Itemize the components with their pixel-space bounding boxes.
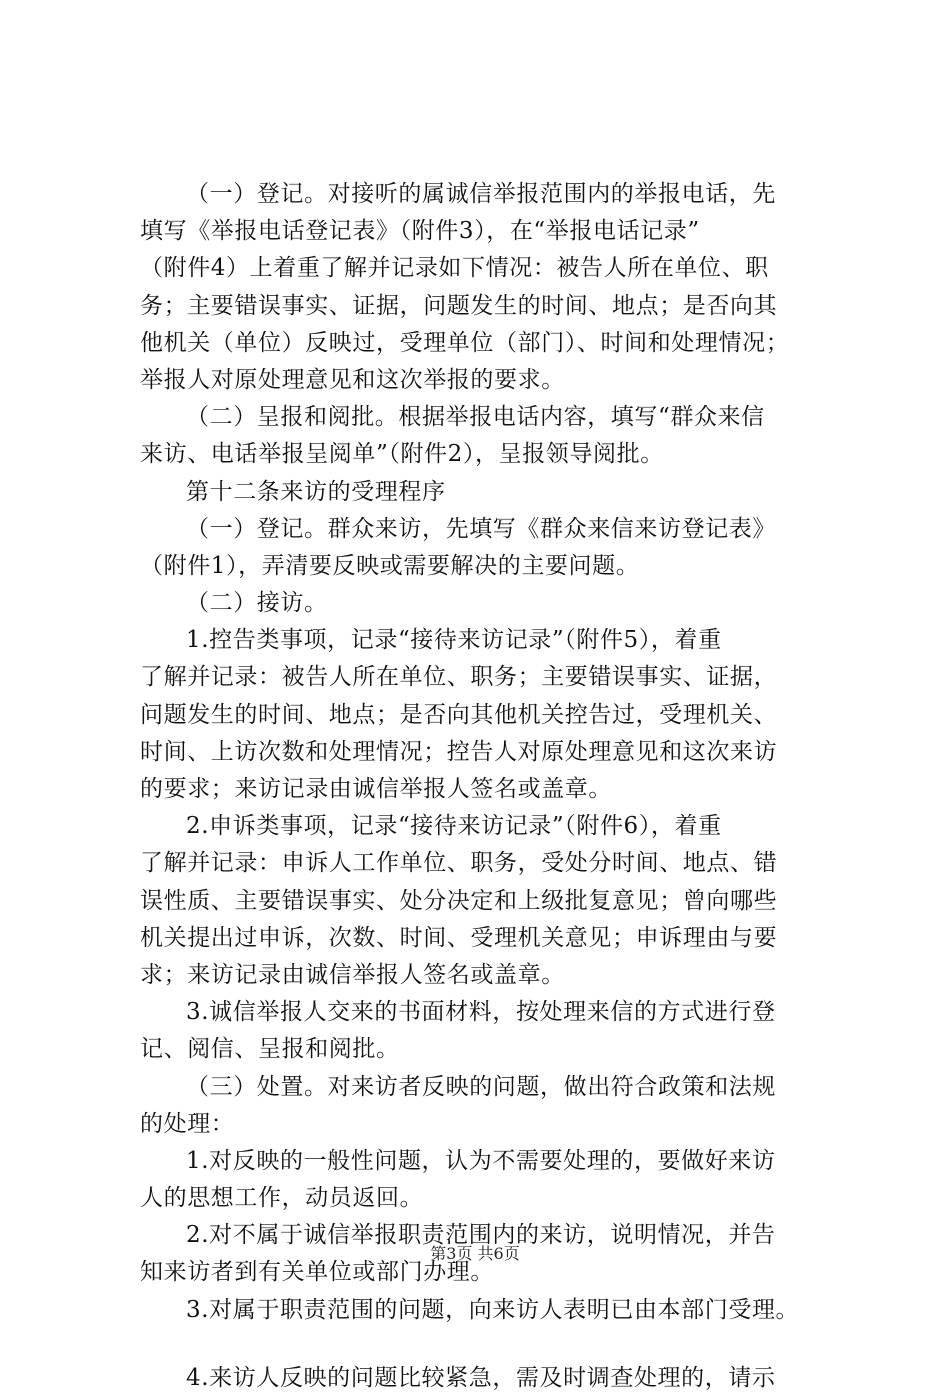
paragraph-line: 的要求；来访记录由诚信举报人签名或盖章。 (140, 776, 612, 802)
paragraph-line: 4.来访人反映的问题比较紧急，需及时调查处理的，请示 (186, 1364, 776, 1391)
paragraph-line: 知来访者到有关单位或部门办理。 (140, 1259, 494, 1286)
paragraph-line: 机关提出过申诉，次数、时间、受理机关意见；申诉理由与要 (140, 924, 778, 951)
paragraph-line: 人的思想工作，动员返回。 (140, 1185, 424, 1212)
paragraph-line: （二）呈报和阅批。根据举报电话内容，填写“群众来信 (186, 404, 765, 431)
paragraph-line: 时间、上访次数和处理情况；控告人对原处理意见和这次来访 (140, 738, 778, 765)
paragraph-line: 填写《举报电话登记表》（附件3），在“举报电话记录” (140, 218, 700, 245)
paragraph-line: 3.对属于职责范围的问题，向来访人表明已由本部门受理。 (186, 1296, 800, 1323)
paragraph-line: （附件1），弄清要反映或需要解决的主要问题。 (140, 552, 640, 579)
paragraph-line: 务；主要错误事实、证据，问题发生的时间、地点；是否向其 (140, 292, 778, 319)
paragraph-line: （二）接访。 (186, 590, 328, 617)
paragraph-gap (140, 1329, 840, 1360)
paragraph-line: （一）登记。对接听的属诚信举报范围内的举报电话，先 (186, 181, 776, 207)
paragraph-line: 记、阅信、呈报和阅批。 (140, 1036, 400, 1063)
paragraph-line: 1.对反映的一般性问题，认为不需要处理的，要做好来访 (186, 1147, 776, 1174)
paragraph-line: （一）登记。群众来访，先填写《群众来信来访登记表》 (186, 515, 776, 542)
paragraph-line: 来访、电话举报呈阅单”（附件2），呈报领导阅批。 (140, 441, 664, 468)
section-heading: 第十二条来访的受理程序 (186, 478, 446, 505)
paragraph-line: 他机关（单位）反映过，受理单位（部门）、时间和处理情况； (140, 329, 790, 356)
paragraph-line: 1.控告类事项，记录“接待来访记录”（附件5），着重 (186, 627, 722, 654)
paragraph-line: （三）处置。对来访者反映的问题，做出符合政策和法规 (186, 1073, 776, 1100)
document-body (140, 176, 840, 1397)
paragraph-line: 2.申诉类事项，记录“接待来访记录”（附件6），着重 (186, 813, 722, 840)
paragraph-line: 问题发生的时间、地点；是否向其他机关控告过，受理机关、 (140, 701, 778, 728)
paragraph-line: 的处理： (140, 1110, 235, 1137)
page-footer: 第3页 共6页 (430, 1244, 520, 1263)
paragraph-line: 3.诚信举报人交来的书面材料，按处理来信的方式进行登 (186, 999, 776, 1026)
paragraph-line: 2.对不属于诚信举报职责范围内的来访，说明情况，并告 (186, 1222, 776, 1249)
paragraph-line: 了解并记录：被告人所在单位、职务；主要错误事实、证据， (140, 664, 778, 691)
paragraph-line: 了解并记录：申诉人工作单位、职务，受处分时间、地点、错 (140, 850, 778, 877)
paragraph-line: 误性质、主要错误事实、处分决定和上级批复意见；曾向哪些 (140, 887, 778, 914)
paragraph-line: 求；来访记录由诚信举报人签名或盖章。 (140, 961, 565, 988)
paragraph-line: （附件4）上着重了解并记录如下情况：被告人所在单位、职 (140, 255, 769, 282)
paragraph-line: 举报人对原处理意见和这次举报的要求。 (140, 366, 565, 393)
